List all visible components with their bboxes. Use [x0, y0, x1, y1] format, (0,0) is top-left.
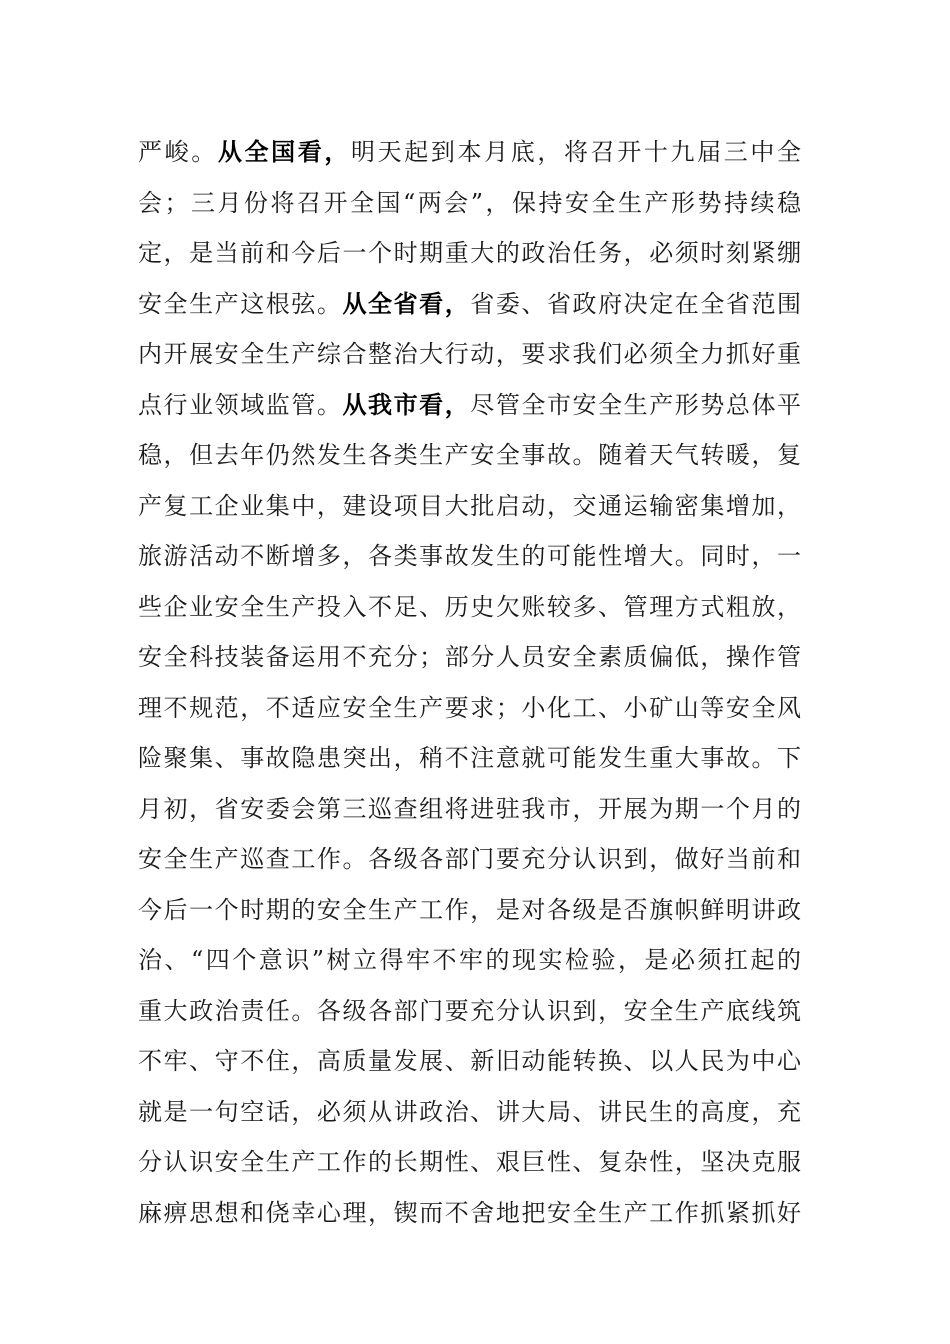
text-run: 就是一句空话，必须从讲政治、讲大局、讲民生的高度，充: [138, 1097, 801, 1126]
text-line: [138, 683, 801, 734]
text-run: 严峻。: [138, 138, 218, 166]
text-run: 治、“四个意识”树立得牢不牢的现实检验，是必须扛起的: [138, 946, 801, 974]
body-text: [138, 127, 813, 1238]
text-run: 月初，省安委会第三巡查组将进驻我市，开展为期一个月的: [138, 794, 801, 823]
text-run: 定，是当前和今后一个时期重大的政治任务，必须时刻紧绷: [138, 239, 801, 267]
text-run: 今后一个时期的安全生产工作，是对各级是否旗帜鲜明讲政: [138, 895, 801, 924]
text-run: 不牢、守不住，高质量发展、新旧动能转换、以人民为中心: [138, 1047, 801, 1075]
text-line: [138, 986, 801, 1037]
text-run: 安全生产这根弦。: [138, 289, 343, 318]
text-line: [138, 1137, 801, 1188]
text-run: 重大政治责任。各级各部门要充分认识到，安全生产底线筑: [138, 996, 801, 1025]
bold-heading-phrase: 从全国看，: [217, 137, 351, 166]
text-run: 安全科技装备运用不充分；部分人员安全素质偏低，操作管: [138, 643, 801, 671]
text-line: [138, 733, 801, 784]
text-run: 险聚集、事故隐患突出，稍不注意就可能发生重大事故。下: [138, 744, 801, 772]
bold-heading-phrase: 从全省看，: [342, 288, 471, 318]
text-line: [138, 531, 801, 582]
text-line: [138, 380, 801, 431]
text-line: [138, 127, 801, 178]
text-line: [138, 430, 801, 481]
text-line: [138, 481, 801, 532]
text-run: 明天起到本月底，将召开十九届三中全: [351, 138, 801, 166]
text-run: 理不规范，不适应安全生产要求；小化工、小矿山等安全风: [138, 693, 801, 722]
text-line: [138, 885, 801, 936]
text-line: [138, 935, 801, 986]
bold-heading-phrase: 从我市看，: [342, 389, 471, 419]
text-line: [138, 329, 801, 380]
text-run: 点行业领域监管。: [138, 390, 343, 419]
text-line: [138, 1087, 801, 1138]
text-run: 省委、省政府决定在全省范围: [470, 289, 801, 318]
text-run: 尽管全市安全生产形势总体平: [470, 390, 801, 419]
text-line: [138, 279, 801, 330]
text-line: [138, 1188, 801, 1239]
text-run: 稳，但去年仍然发生各类生产安全事故。随着天气转暖，复: [138, 441, 801, 469]
text-run: 麻痹思想和侥幸心理，锲而不舍地把安全生产工作抓紧抓好: [138, 1198, 801, 1227]
text-line: [138, 1036, 801, 1087]
text-line: [138, 228, 801, 279]
text-line: [138, 834, 801, 885]
text-line: [138, 582, 801, 633]
text-line: [138, 178, 801, 229]
text-run: 内开展安全生产综合整治大行动，要求我们必须全力抓好重: [138, 340, 801, 368]
text-run: 产复工企业集中，建设项目大批启动，交通运输密集增加，: [138, 491, 801, 520]
text-run: 旅游活动不断增多，各类事故发生的可能性增大。同时，一: [138, 542, 801, 570]
text-run: 分认识安全生产工作的长期性、艰巨性、复杂性，坚决克服: [138, 1148, 801, 1176]
text-line: [138, 632, 801, 683]
text-run: 会；三月份将召开全国“两会”，保持安全生产形势持续稳: [138, 188, 801, 217]
text-run: 些企业安全生产投入不足、历史欠账较多、管理方式粗放，: [138, 592, 801, 621]
text-run: 安全生产巡查工作。各级各部门要充分认识到，做好当前和: [138, 845, 801, 873]
text-line: [138, 784, 801, 835]
